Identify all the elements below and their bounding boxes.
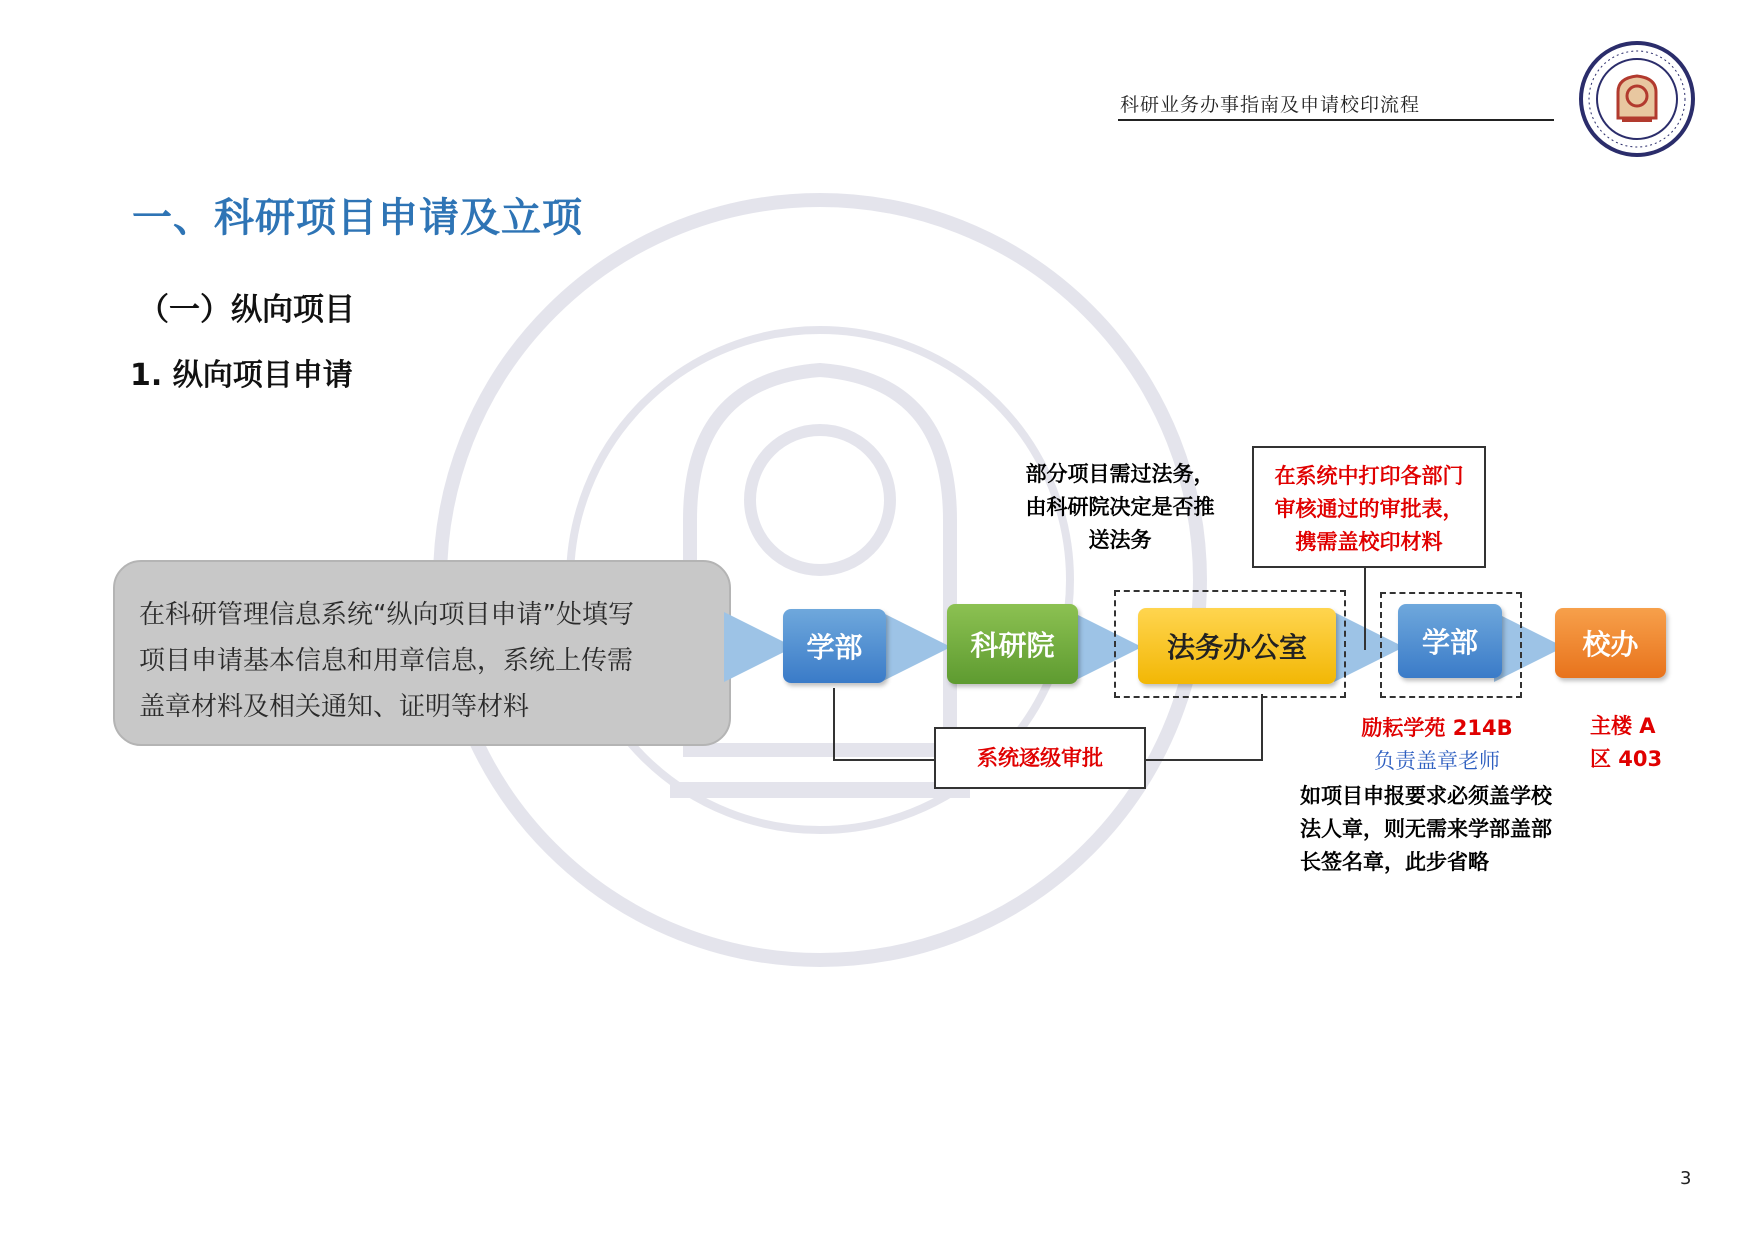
flow-node-department-seal: 学部 — [1398, 604, 1502, 678]
description-line: 盖章材料及相关通知、证明等材料 — [139, 692, 530, 722]
note-line: 审核通过的审批表， — [1274, 497, 1464, 521]
note-line: 如项目申报要求必须盖学校 — [1300, 784, 1552, 808]
note-line: 由科研院决定是否推 — [1025, 495, 1215, 519]
flow-node-department: 学部 — [783, 609, 886, 683]
note-line: 部分项目需过法务， — [1025, 462, 1215, 486]
item-heading: 1. 纵向项目申请 — [130, 358, 353, 393]
flow-node-research-institute: 科研院 — [947, 604, 1078, 684]
header-title: 科研业务办事指南及申请校印流程 — [1120, 94, 1421, 116]
note-line: 主楼 A — [1590, 714, 1656, 738]
description-line: 在科研管理信息系统“纵向项目申请”处填写 — [139, 600, 634, 630]
note-line: 区 403 — [1590, 747, 1663, 771]
note-line: 送法务 — [1088, 528, 1152, 552]
section-heading: 一、科研项目申请及立项 — [132, 195, 583, 241]
flow-node-legal-office: 法务办公室 — [1138, 608, 1336, 684]
department-seal-info — [1352, 712, 1522, 778]
note-line: 在系统中打印各部门 — [1274, 464, 1464, 488]
seal-teacher-label: 负责盖章老师 — [1374, 749, 1500, 773]
page-number: 3 — [1680, 1168, 1692, 1189]
school-office-location — [1590, 710, 1680, 776]
legal-review-note — [1000, 458, 1240, 557]
note-line: 携需盖校印材料 — [1295, 530, 1443, 554]
description-line: 项目申请基本信息和用章信息，系统上传需 — [139, 646, 634, 676]
skip-step-note — [1300, 780, 1590, 879]
approval-text: 系统逐级审批 — [977, 746, 1103, 770]
flow-node-school-office: 校办 — [1555, 608, 1666, 678]
system-approval-label — [934, 727, 1146, 789]
subsection-heading: （一）纵向项目 — [138, 292, 355, 328]
print-approval-note — [1252, 446, 1486, 568]
note-line: 法人章，则无需来学部盖部 — [1300, 817, 1552, 841]
note-line: 长签名章，此步省略 — [1300, 850, 1489, 874]
department-location: 励耘学苑 214B — [1361, 716, 1513, 740]
